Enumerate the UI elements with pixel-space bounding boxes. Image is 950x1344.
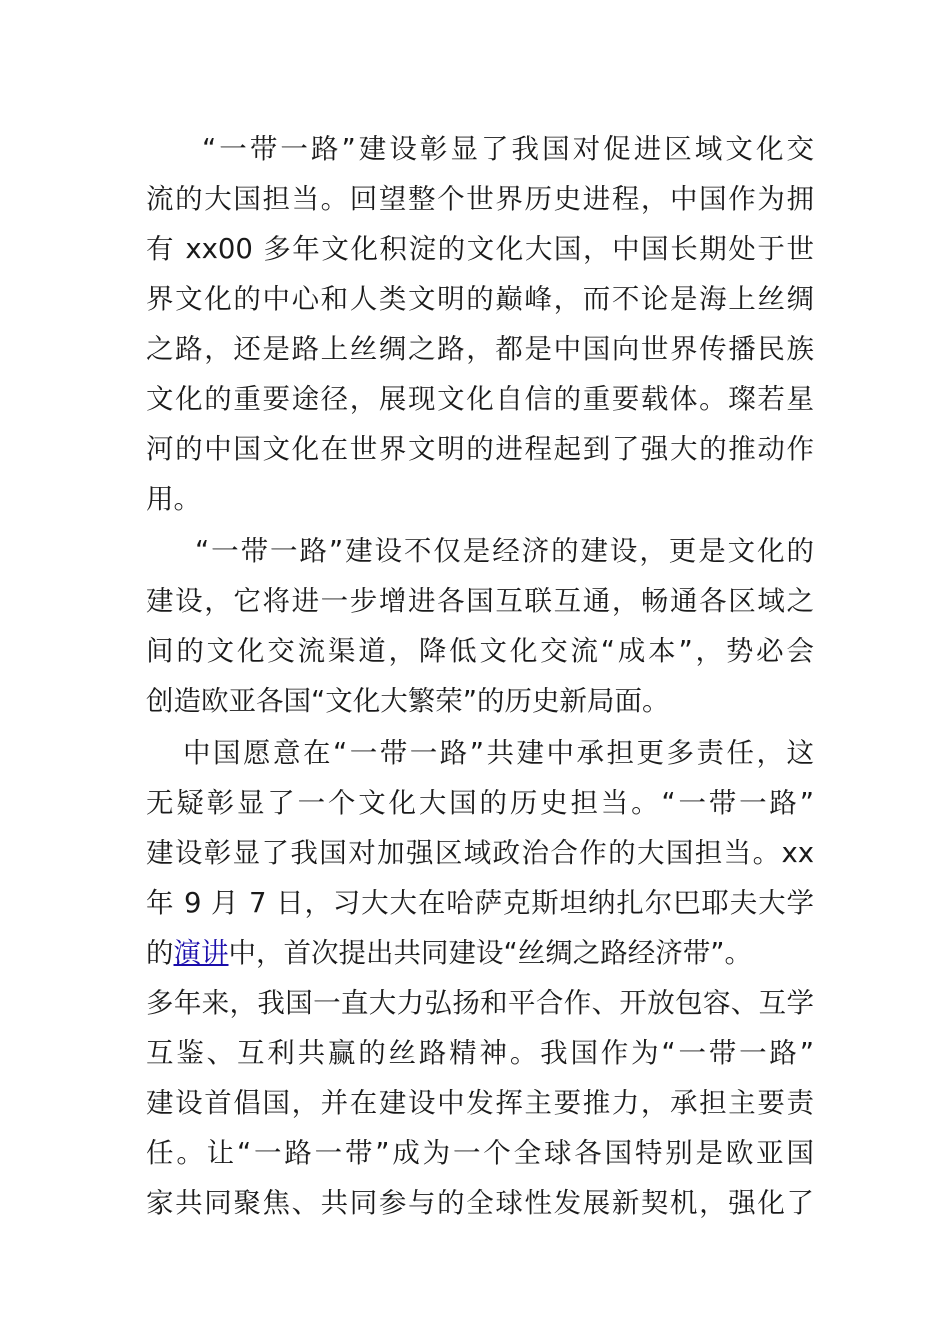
paragraph-2-line: “一带一路”建设不仅是经济的建设，更是文化的: [195, 535, 814, 567]
paragraph-2-line: 建设，它将进一步增进各国互联互通，畅通各区域之: [146, 585, 814, 617]
paragraph-3-line-with-link: [146, 928, 814, 978]
paragraph-3-line: 建设首倡国，并在建设中发挥主要推力，承担主要责: [146, 1087, 814, 1119]
paragraph-1-line: 文化的重要途径，展现文化自信的重要载体。璨若星: [146, 383, 814, 415]
paragraph-1-line: 界文化的中心和人类文明的巅峰，而不论是海上丝绸: [146, 283, 814, 315]
paragraph-3-line: 中国愿意在“一带一路”共建中承担更多责任，这: [183, 737, 814, 769]
document-body: [146, 124, 814, 1228]
paragraph-1-line: “一带一路”建设彰显了我国对促进区域文化交: [202, 133, 814, 165]
paragraph-2-line: 创造欧亚各国“文化大繁荣”的历史新局面。: [146, 685, 670, 717]
paragraph-3-line: 任。让“一路一带”成为一个全球各国特别是欧亚国: [146, 1137, 814, 1169]
line-suffix-text: 中，首次提出共同建设“丝绸之路经济带”。: [228, 937, 752, 969]
paragraph-1-line: 用。: [146, 483, 201, 515]
paragraph-2: [146, 526, 814, 726]
line-prefix-text: 的: [146, 937, 174, 969]
paragraph-3-line: 无疑彰显了一个文化大国的历史担当。“一带一路”: [146, 787, 814, 819]
paragraph-3: [146, 728, 814, 1228]
paragraph-1-line: 之路，还是路上丝绸之路，都是中国向世界传播民族: [146, 333, 814, 365]
paragraph-2-line: 间的文化交流渠道，降低文化交流“成本”，势必会: [146, 635, 814, 667]
paragraph-3-line: 多年来，我国一直大力弘扬和平合作、开放包容、互学: [146, 987, 814, 1019]
paragraph-1: [146, 124, 814, 524]
paragraph-1-line: 流的大国担当。回望整个世界历史进程，中国作为拥: [146, 183, 814, 215]
paragraph-1-line: 有 xx00 多年文化积淀的文化大国，中国长期处于世: [146, 233, 814, 265]
paragraph-3-line: 互鉴、互利共赢的丝路精神。我国作为“一带一路”: [146, 1037, 814, 1069]
paragraph-3-line: 家共同聚焦、共同参与的全球性发展新契机，强化了: [146, 1187, 814, 1219]
speech-link[interactable]: 演讲: [173, 937, 229, 969]
paragraph-3-line: 年 9 月 7 日，习大大在哈萨克斯坦纳扎尔巴耶夫大学: [146, 887, 814, 919]
paragraph-1-line: 河的中国文化在世界文明的进程起到了强大的推动作: [146, 433, 814, 465]
paragraph-3-line: 建设彰显了我国对加强区域政治合作的大国担当。xx: [146, 837, 814, 869]
